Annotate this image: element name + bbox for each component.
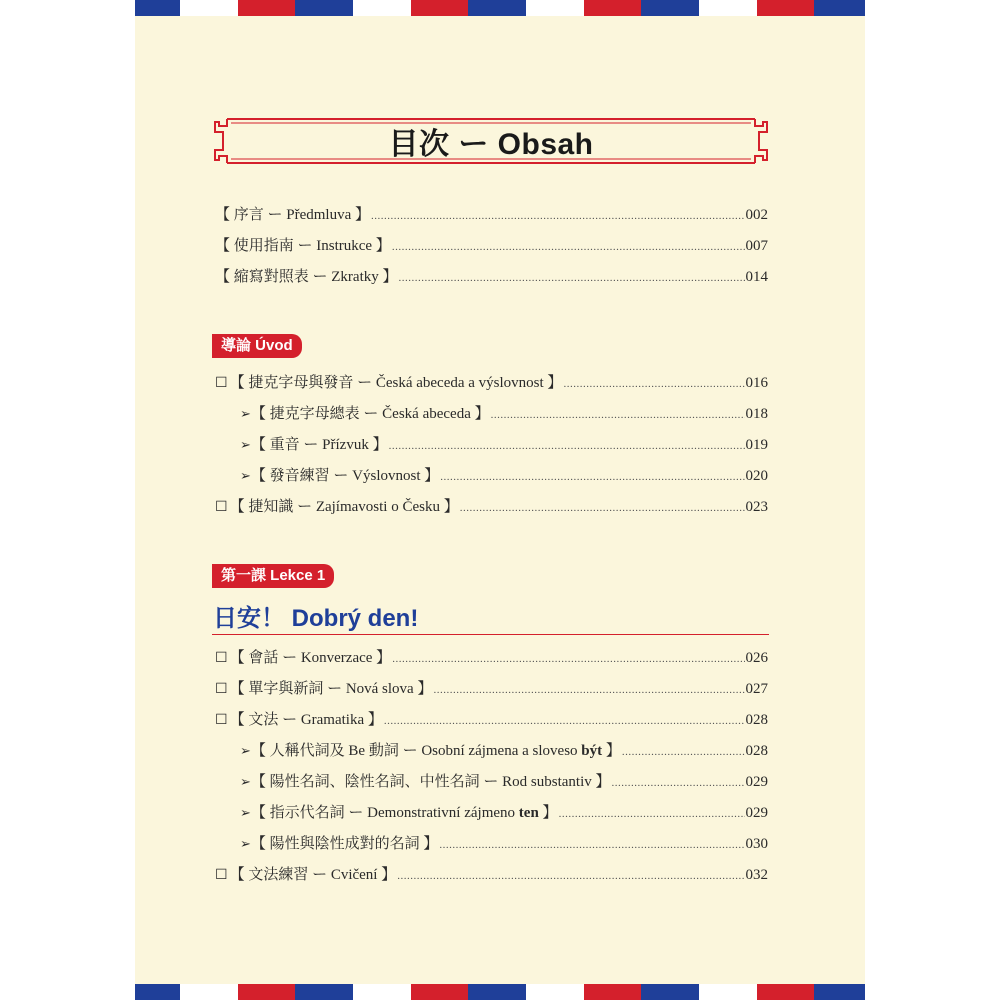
arrow-bullet-icon: ➢: [240, 743, 251, 758]
arrow-bullet-icon: ➢: [240, 437, 251, 452]
toc-subentry[interactable]: ➢ 【 人稱代詞及 Be 動詞 ー Osobní zájmena a sloveso být 】 ..... 028: [240, 739, 768, 763]
toc-entry[interactable]: ☐ 【 捷克字母與發音 ー Česká abeceda a výslovnost 】 ..... 016: [215, 371, 768, 395]
checkbox-icon: ☐: [215, 376, 228, 391]
title-frame: [213, 118, 769, 164]
section-badge-lesson-1: 第一課 Lekce 1: [212, 564, 334, 588]
bottom-flag-stripe: [135, 984, 865, 1000]
arrow-bullet-icon: ➢: [240, 774, 251, 789]
toc-subentry[interactable]: ➢ 【 指示代名詞 ー Demonstrativní zájmeno ten 】 ..... 029: [240, 801, 768, 825]
toc-entry[interactable]: ☐ 【 會話 ー Konverzace 】 ..... 026: [215, 646, 768, 670]
toc-subentry[interactable]: ➢ 【 發音練習 ー Výslovnost 】 ..... 020: [240, 464, 768, 488]
toc-subentry[interactable]: ➢ 【 捷克字母總表 ー Česká abeceda 】 ..... 018: [240, 402, 768, 426]
arrow-bullet-icon: ➢: [240, 468, 251, 483]
lesson-title: 日安！ Dobrý den!: [213, 605, 419, 632]
arrow-bullet-icon: ➢: [240, 805, 251, 820]
arrow-bullet-icon: ➢: [240, 406, 251, 421]
toc-subentry[interactable]: ➢ 【 重音 ー Přízvuk 】 ..... 019: [240, 433, 768, 457]
checkbox-icon: ☐: [215, 682, 228, 697]
toc-entry-abbreviations[interactable]: 【 縮寫對照表 ー Zkratky 】 ..... 014: [215, 265, 768, 289]
checkbox-icon: ☐: [215, 651, 228, 666]
toc-entry-preface[interactable]: 【 序言 ー Předmluva 】 ..... 002: [215, 203, 768, 227]
lesson-divider: [212, 634, 769, 635]
section-badge-intro: 導論 Úvod: [212, 334, 302, 358]
arrow-bullet-icon: ➢: [240, 836, 251, 851]
checkbox-icon: ☐: [215, 868, 228, 883]
toc-entry[interactable]: ☐ 【 文法 ー Gramatika 】 ..... 028: [215, 708, 768, 732]
top-flag-stripe: [135, 0, 865, 16]
toc-subentry[interactable]: ➢ 【 陽性與陰性成對的名詞 】 ..... 030: [240, 832, 768, 856]
checkbox-icon: ☐: [215, 713, 228, 728]
toc-entry-instructions[interactable]: 【 使用指南 ー Instrukce 】 ..... 007: [215, 234, 768, 258]
toc-entry[interactable]: ☐ 【 文法練習 ー Cvičení 】 ..... 032: [215, 863, 768, 887]
toc-entry[interactable]: ☐ 【 單字與新詞 ー Nová slova 】 ..... 027: [215, 677, 768, 701]
toc-entry[interactable]: ☐ 【 捷知識 ー Zajímavosti o Česku 】 ..... 023: [215, 495, 768, 519]
page-title: 目次 ー Obsah: [388, 128, 594, 161]
checkbox-icon: ☐: [215, 500, 228, 515]
toc-subentry[interactable]: ➢ 【 陽性名詞、陰性名詞、中性名詞 ー Rod substantiv 】 ..... 029: [240, 770, 768, 794]
book-page: [135, 0, 865, 1000]
